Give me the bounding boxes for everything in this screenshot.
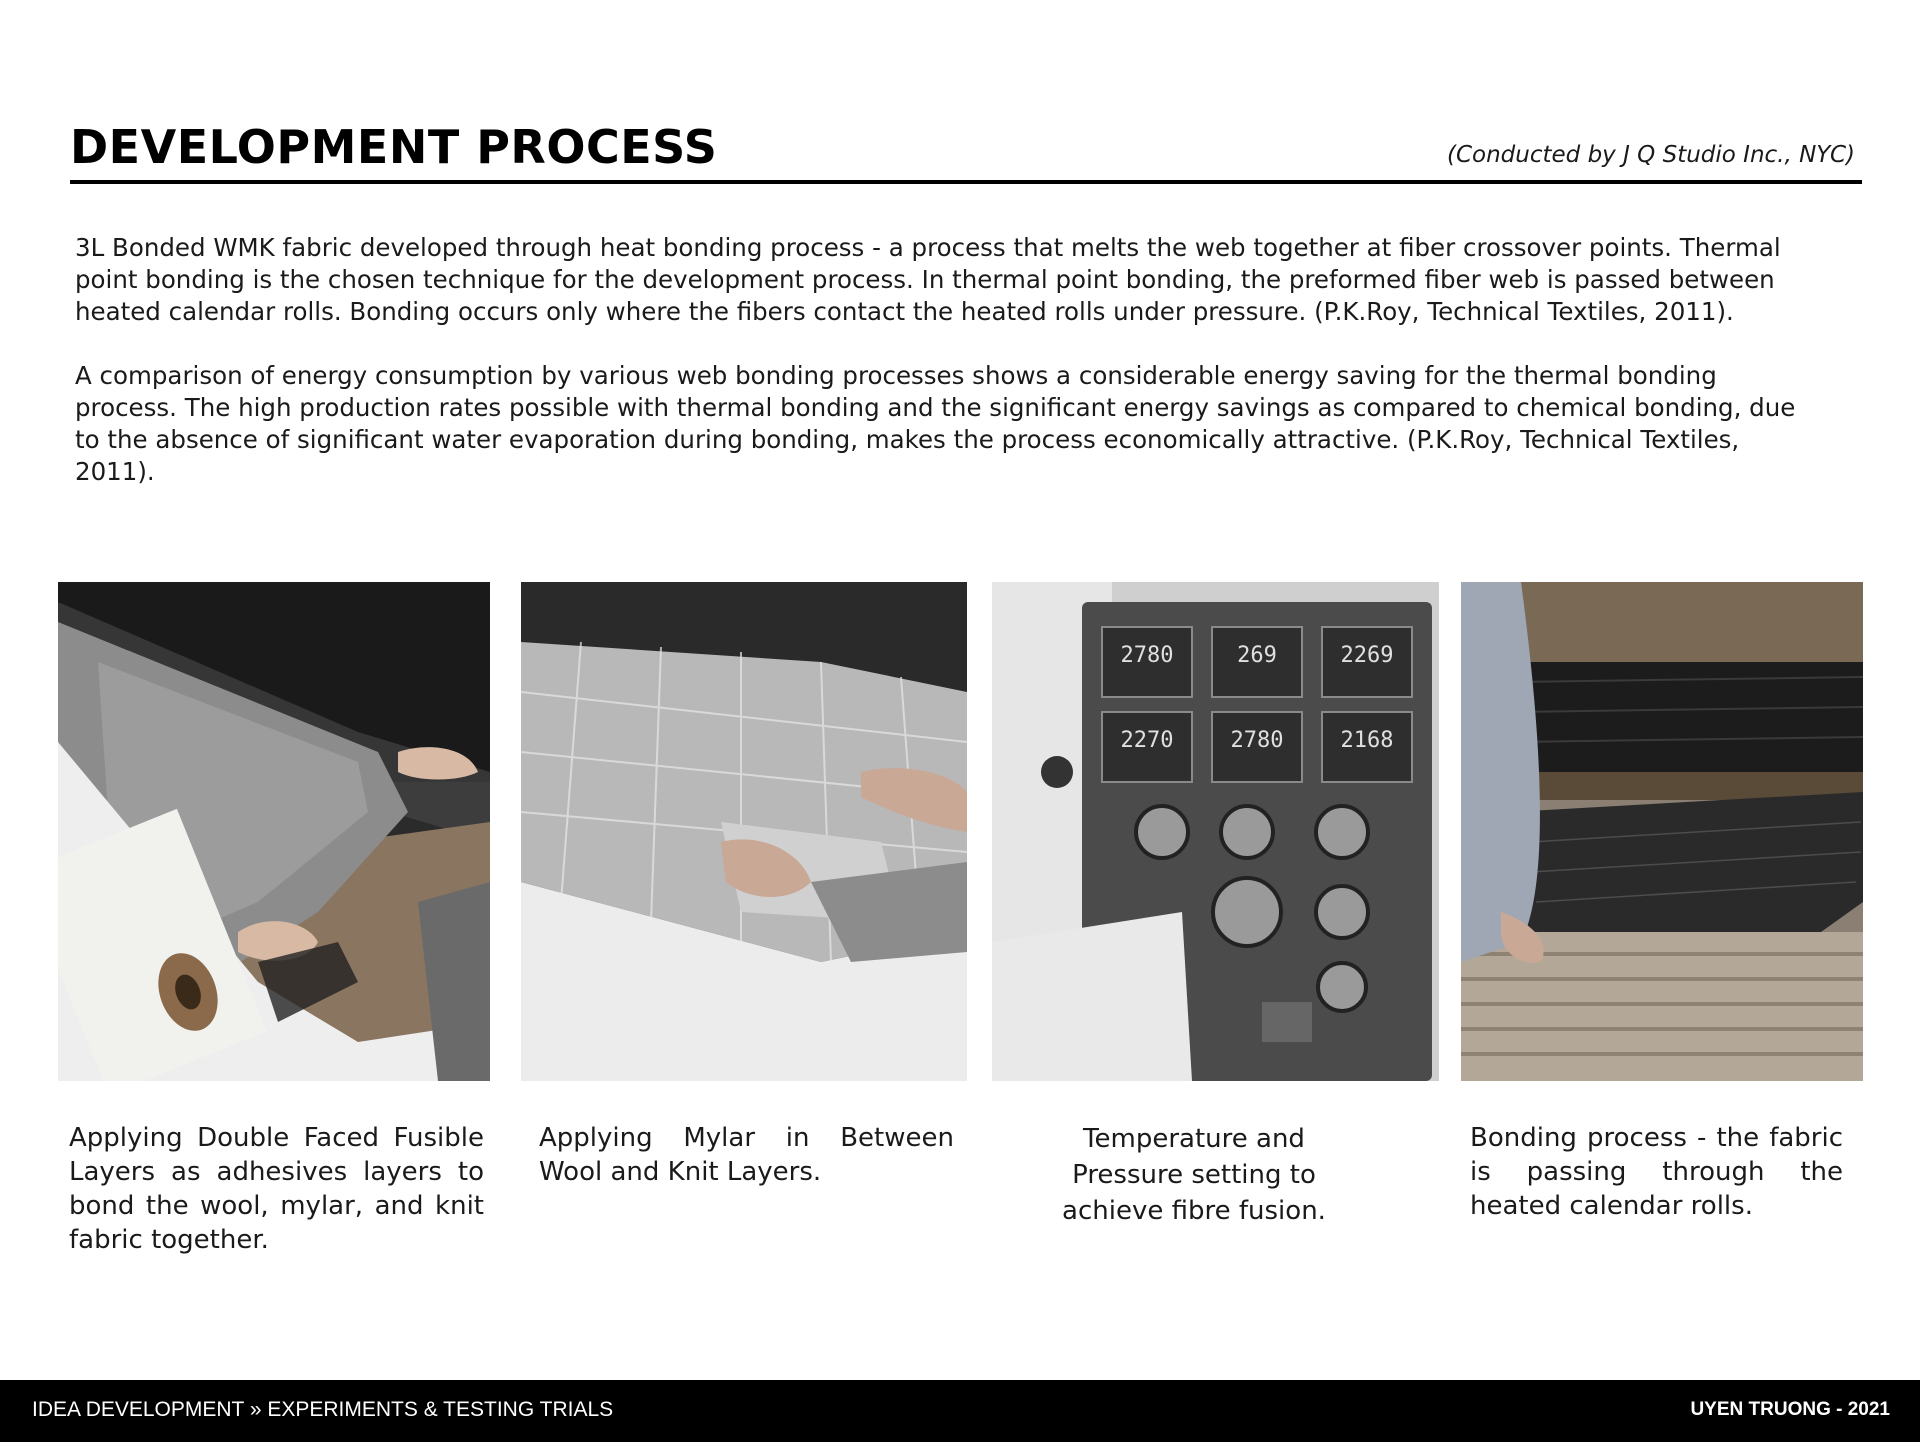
- footer-bar: [0, 1380, 1920, 1442]
- readout-2: 269: [1237, 643, 1277, 668]
- photo-control-panel: [992, 582, 1439, 1081]
- title-divider: [70, 180, 1862, 184]
- footer-section-path: IDEA DEVELOPMENT » EXPERIMENTS & TESTING TRIALS: [32, 1398, 614, 1421]
- readout-6: 2168: [1340, 728, 1394, 753]
- caption-mylar: Applying Mylar in Between Wool and Knit Layers.: [539, 1123, 954, 1187]
- caption-fusible-layers: Applying Double Faced Fusible Layers as adhesives layers to bond the wool, mylar, and knit fabric together.: [69, 1123, 484, 1255]
- photo-fusible-layers: [58, 582, 490, 1081]
- readout-4: 2270: [1120, 728, 1174, 753]
- caption-temperature: Temperature and Pressure setting to achieve fibre fusion.: [1062, 1124, 1326, 1226]
- credit-note: (Conducted by J Q Studio Inc., NYC): [1446, 142, 1855, 168]
- caption-bonding: Bonding process - the fabric is passing through the heated calendar rolls.: [1470, 1123, 1843, 1221]
- intro-paragraph: 3L Bonded WMK fabric developed through heat bonding process - a process that melts the web together at fiber crossover points. Thermal point bonding is the chosen technique for the development process. In thermal point bonding, the preformed fiber web is passed between heated calendar rolls. Bonding occurs only where the fibers contact the heated rolls under pressure. (P.K.Roy, Technical Textiles, 2011).: [75, 233, 1781, 326]
- readout-5: 2780: [1230, 728, 1284, 753]
- readout-3: 2269: [1340, 643, 1394, 668]
- photo-bonding-rolls: [1461, 582, 1863, 1081]
- footer-author: UYEN TRUONG - 2021: [1690, 1399, 1890, 1420]
- photo-mylar-layer: [521, 582, 967, 1081]
- page-title: DEVELOPMENT PROCESS: [70, 120, 718, 174]
- readout-1: 2780: [1120, 643, 1174, 668]
- energy-paragraph: A comparison of energy consumption by various web bonding processes shows a considerable energy saving for the thermal bonding process. The high production rates possible with thermal bonding and the significant energy savings as compared to chemical bonding, due to the absence of significant water evaporation during bonding, makes the process economically attractive. (P.K.Roy, Technical Textiles, 2011).: [75, 361, 1796, 486]
